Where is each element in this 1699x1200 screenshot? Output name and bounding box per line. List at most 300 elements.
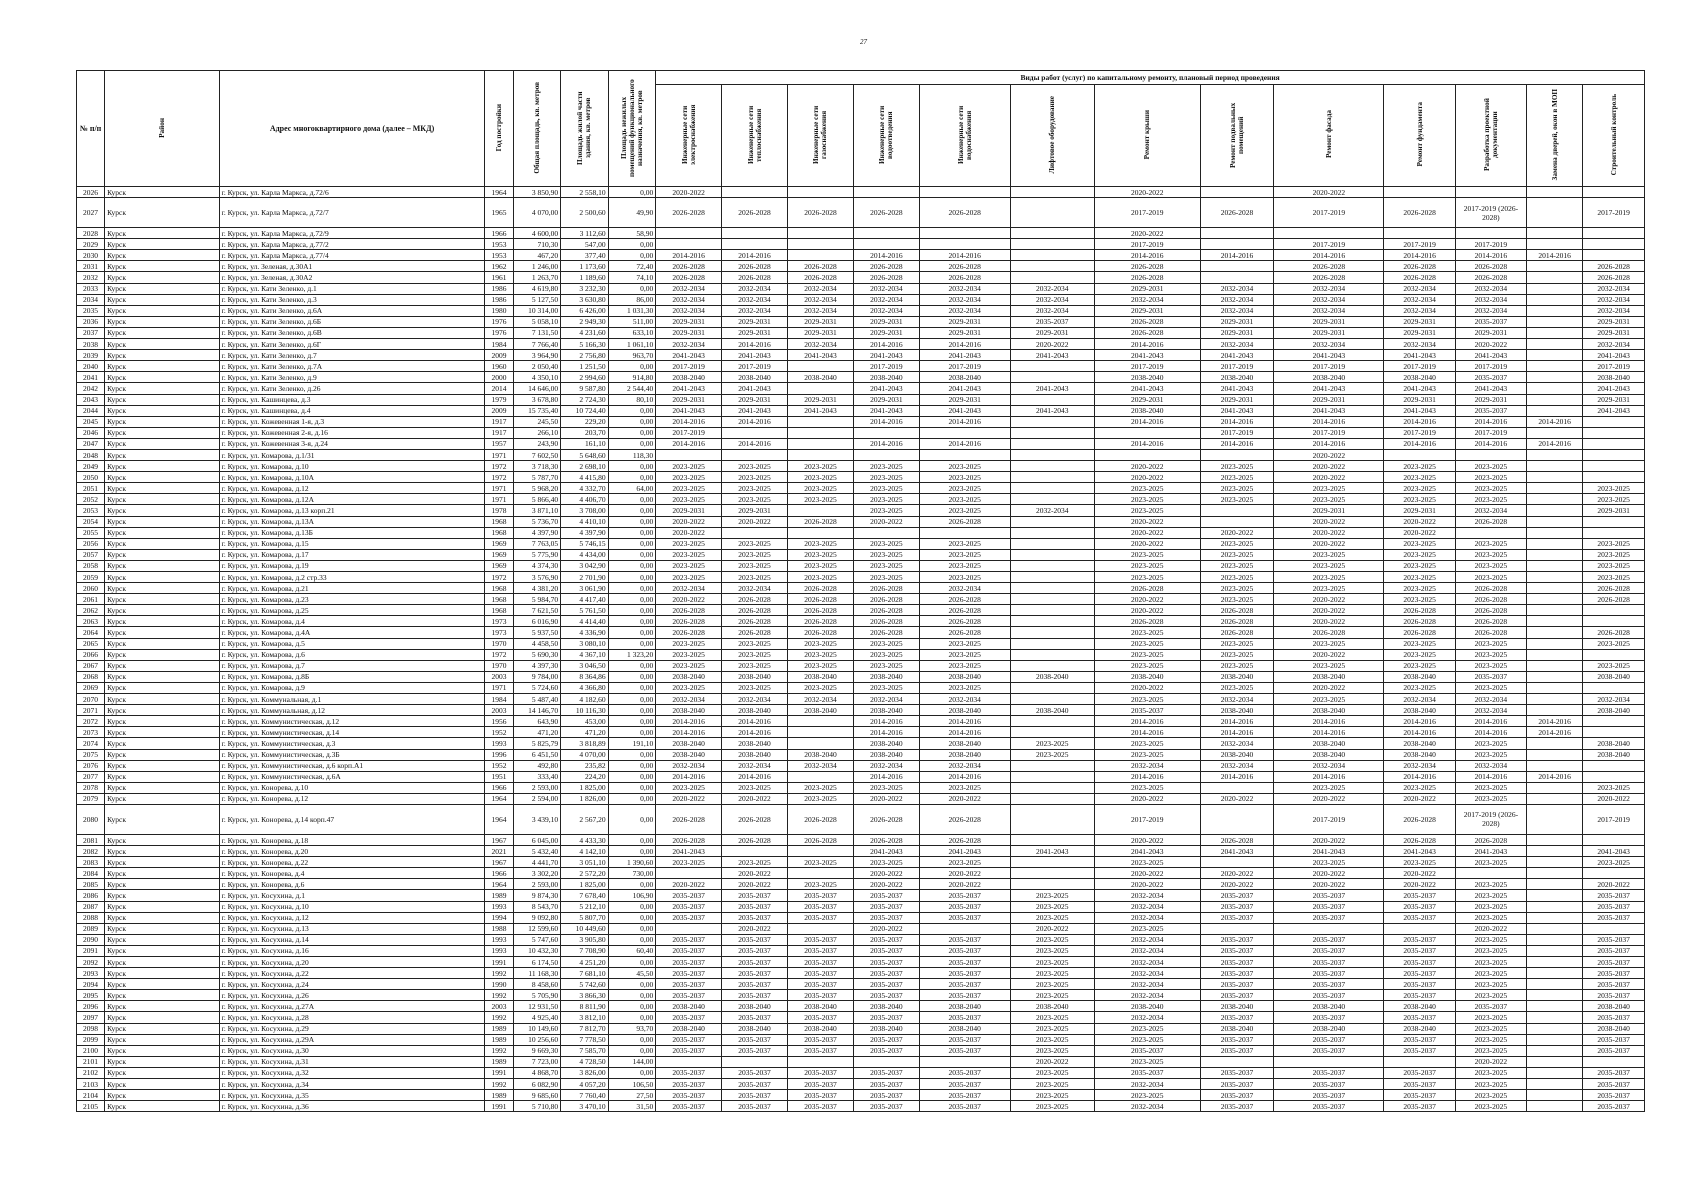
cell-work-heat: 2035-2037 [722,945,788,956]
cell-living-area: 4 057,20 [561,1079,609,1090]
cell-address: г. Курск, ул. Косухина, д.24 [219,979,485,990]
cell-nonliving-area: 80,10 [608,394,656,405]
cell-nonliving-area: 72,40 [608,261,656,272]
cell-work-heat: 2020-2022 [722,879,788,890]
cell-district: Курск [105,804,220,834]
cell-work-elevator [1010,560,1094,571]
cell-work-roof: 2014-2016 [1094,416,1200,427]
cell-work-gas: 2026-2028 [788,627,854,638]
cell-work-doors-windows [1527,782,1583,793]
cell-work-water: 2038-2040 [919,705,1010,716]
cell-work-gas: 2038-2040 [788,671,854,682]
cell-work-heat: 2026-2028 [722,272,788,283]
cell-work-design-docs: 2026-2028 [1455,627,1526,638]
cell-district: Курск [105,572,220,583]
cell-nonliving-area: 0,00 [608,912,656,923]
cell-district: Курск [105,705,220,716]
cell-address: г. Курск, ул. Коммунистическая, д.14 [219,727,485,738]
cell-work-foundation: 2023-2025 [1384,638,1455,649]
cell-work-elevator [1010,527,1094,538]
cell-work-electric: 2041-2043 [656,350,722,361]
cell-year: 1966 [485,868,513,879]
cell-work-doors-windows: 2014-2016 [1527,416,1583,427]
cell-work-facade: 2020-2022 [1274,868,1384,879]
cell-year: 1952 [485,760,513,771]
cell-address: г. Курск, ул. Косухина, д.29 [219,1023,485,1034]
cell-living-area: 3 232,30 [561,283,609,294]
cell-work-foundation: 2023-2025 [1384,660,1455,671]
cell-work-doors-windows [1527,394,1583,405]
cell-work-gas: 2035-2037 [788,979,854,990]
cell-district: Курск [105,901,220,912]
cell-work-gas [788,727,854,738]
cell-work-heat: 2023-2025 [722,549,788,560]
cell-work-gas: 2035-2037 [788,1090,854,1101]
table-row [77,250,1645,261]
cell-work-water: 2023-2025 [919,538,1010,549]
cell-work-drainage: 2026-2028 [853,583,919,594]
cell-work-heat: 2014-2016 [722,716,788,727]
table-row [77,472,1645,483]
cell-address: г. Курск, ул. Кати Зеленко, д.26 [219,383,485,394]
cell-work-roof: 2032-2034 [1094,968,1200,979]
cell-year: 1967 [485,834,513,845]
cell-nonliving-area: 0,00 [608,239,656,250]
cell-work-roof: 2026-2028 [1094,616,1200,627]
cell-nonliving-area: 0,00 [608,671,656,682]
cell-nonliving-area: 511,00 [608,316,656,327]
cell-work-elevator: 2023-2025 [1010,979,1094,990]
cell-work-heat: 2032-2034 [722,294,788,305]
cell-row-number: 2082 [77,846,105,857]
cell-work-electric: 2035-2037 [656,890,722,901]
cell-row-number: 2090 [77,934,105,945]
cell-address: г. Курск, ул. Коммунистическая, д.3Б [219,749,485,760]
table-row [77,868,1645,879]
cell-work-doors-windows [1527,272,1583,283]
cell-living-area: 1 189,60 [561,272,609,283]
cell-work-drainage: 2014-2016 [853,727,919,738]
table-row [77,771,1645,782]
cell-total-area: 6 082,90 [513,1079,561,1090]
cell-work-foundation: 2020-2022 [1384,879,1455,890]
cell-work-water: 2023-2025 [919,649,1010,660]
cell-address: г. Курск, ул. Коммунальная, д.12 [219,705,485,716]
cell-nonliving-area: 0,00 [608,694,656,705]
cell-nonliving-area: 0,00 [608,516,656,527]
cell-work-doors-windows [1527,694,1583,705]
cell-nonliving-area: 914,80 [608,372,656,383]
cell-row-number: 2070 [77,694,105,705]
cell-work-elevator [1010,638,1094,649]
cell-work-heat: 2035-2037 [722,1079,788,1090]
cell-work-foundation: 2035-2037 [1384,968,1455,979]
cell-row-number: 2077 [77,771,105,782]
cell-year: 1972 [485,461,513,472]
cell-work-basement: 2014-2016 [1200,250,1273,261]
cell-work-gas [788,383,854,394]
cell-work-electric: 2014-2016 [656,250,722,261]
cell-nonliving-area: 0,00 [608,793,656,804]
cell-work-foundation: 2023-2025 [1384,594,1455,605]
cell-work-water: 2023-2025 [919,505,1010,516]
cell-nonliving-area: 0,00 [608,1034,656,1045]
cell-year: 1969 [485,549,513,560]
cell-work-water: 2041-2043 [919,383,1010,394]
cell-work-heat: 2026-2028 [722,261,788,272]
cell-row-number: 2072 [77,716,105,727]
cell-work-construction-control [1583,250,1645,261]
cell-total-area: 4 381,20 [513,583,561,594]
cell-work-basement: 2029-2031 [1200,316,1273,327]
cell-work-roof: 2026-2028 [1094,583,1200,594]
cell-work-gas: 2026-2028 [788,804,854,834]
table-row [77,749,1645,760]
cell-work-electric: 2038-2040 [656,749,722,760]
cell-work-construction-control: 2035-2037 [1583,1067,1645,1078]
cell-work-elevator: 2041-2043 [1010,846,1094,857]
cell-work-basement: 2023-2025 [1200,461,1273,472]
cell-work-foundation: 2041-2043 [1384,383,1455,394]
cell-work-heat: 2023-2025 [722,472,788,483]
cell-work-foundation: 2029-2031 [1384,394,1455,405]
cell-work-basement: 2017-2019 [1200,361,1273,372]
cell-work-basement: 2023-2025 [1200,549,1273,560]
cell-district: Курск [105,405,220,416]
cell-living-area: 547,00 [561,239,609,250]
cell-year: 2021 [485,846,513,857]
cell-work-heat: 2014-2016 [722,416,788,427]
cell-row-number: 2096 [77,1001,105,1012]
cell-work-drainage: 2032-2034 [853,283,919,294]
cell-work-gas: 2035-2037 [788,1012,854,1023]
cell-work-water: 2026-2028 [919,516,1010,527]
cell-work-heat: 2032-2034 [722,305,788,316]
table-row [77,782,1645,793]
header-district: Район [105,71,220,187]
table-row [77,671,1645,682]
table-row [77,316,1645,327]
cell-work-roof: 2020-2022 [1094,461,1200,472]
cell-work-drainage: 2023-2025 [853,649,919,660]
cell-work-heat: 2026-2028 [722,804,788,834]
cell-nonliving-area: 0,00 [608,438,656,449]
cell-total-area: 3 678,80 [513,394,561,405]
cell-work-drainage: 2026-2028 [853,261,919,272]
cell-work-gas: 2038-2040 [788,749,854,760]
header-no: № п/п [77,71,105,187]
cell-work-doors-windows [1527,1045,1583,1056]
cell-district: Курск [105,316,220,327]
cell-work-electric: 2023-2025 [656,483,722,494]
cell-total-area: 5 937,50 [513,627,561,638]
cell-work-construction-control: 2032-2034 [1583,294,1645,305]
cell-living-area: 1 826,00 [561,793,609,804]
cell-work-doors-windows [1527,846,1583,857]
cell-work-gas: 2035-2037 [788,901,854,912]
cell-work-design-docs: 2023-2025 [1455,749,1526,760]
cell-work-elevator [1010,494,1094,505]
cell-year: 1970 [485,660,513,671]
table-row [77,294,1645,305]
cell-work-electric: 2035-2037 [656,912,722,923]
cell-work-facade: 2035-2037 [1274,979,1384,990]
table-row [77,879,1645,890]
cell-work-elevator: 2023-2025 [1010,1079,1094,1090]
cell-address: г. Курск, ул. Косухина, д.29А [219,1034,485,1045]
cell-district: Курск [105,1045,220,1056]
cell-work-elevator: 2023-2025 [1010,1067,1094,1078]
cell-work-drainage: 2014-2016 [853,416,919,427]
cell-work-roof: 2023-2025 [1094,749,1200,760]
cell-row-number: 2041 [77,372,105,383]
cell-work-facade: 2020-2022 [1274,616,1384,627]
cell-work-gas: 2035-2037 [788,1034,854,1045]
cell-work-drainage: 2038-2040 [853,671,919,682]
cell-work-water: 2035-2037 [919,1045,1010,1056]
cell-work-elevator [1010,427,1094,438]
cell-work-electric: 2032-2034 [656,283,722,294]
cell-work-roof: 2035-2037 [1094,1045,1200,1056]
cell-work-gas: 2035-2037 [788,990,854,1001]
cell-work-doors-windows [1527,945,1583,956]
cell-work-roof: 2023-2025 [1094,549,1200,560]
cell-work-elevator: 2038-2040 [1010,1001,1094,1012]
cell-work-facade: 2032-2034 [1274,294,1384,305]
cell-work-doors-windows [1527,638,1583,649]
cell-work-construction-control: 2026-2028 [1583,627,1645,638]
cell-work-gas [788,505,854,516]
cell-work-foundation [1384,449,1455,460]
cell-address: г. Курск, ул. Кожевенная 3-я, д.24 [219,438,485,449]
cell-work-electric: 2035-2037 [656,901,722,912]
cell-work-water: 2038-2040 [919,738,1010,749]
cell-work-drainage: 2014-2016 [853,716,919,727]
cell-work-gas: 2032-2034 [788,283,854,294]
cell-work-heat: 2023-2025 [722,857,788,868]
table-row [77,1067,1645,1078]
cell-work-elevator: 2023-2025 [1010,890,1094,901]
cell-work-roof: 2020-2022 [1094,594,1200,605]
cell-work-foundation: 2023-2025 [1384,494,1455,505]
cell-work-electric: 2023-2025 [656,857,722,868]
cell-work-gas [788,250,854,261]
cell-work-heat: 2032-2034 [722,283,788,294]
cell-work-elevator [1010,549,1094,560]
cell-work-electric: 2014-2016 [656,771,722,782]
cell-total-area: 5 736,70 [513,516,561,527]
cell-work-elevator: 2023-2025 [1010,957,1094,968]
cell-work-basement: 2041-2043 [1200,846,1273,857]
cell-work-electric: 2035-2037 [656,990,722,1001]
cell-work-foundation: 2035-2037 [1384,901,1455,912]
cell-row-number: 2085 [77,879,105,890]
cell-work-design-docs: 2017-2019 [1455,361,1526,372]
cell-work-foundation [1384,228,1455,239]
cell-district: Курск [105,516,220,527]
cell-work-construction-control: 2032-2034 [1583,339,1645,350]
cell-work-basement: 2020-2022 [1200,527,1273,538]
cell-work-foundation: 2026-2028 [1384,804,1455,834]
cell-work-water: 2014-2016 [919,771,1010,782]
cell-work-water: 2014-2016 [919,250,1010,261]
cell-work-electric: 2035-2037 [656,1067,722,1078]
cell-work-elevator: 2032-2034 [1010,283,1094,294]
cell-row-number: 2044 [77,405,105,416]
cell-row-number: 2093 [77,968,105,979]
cell-address: г. Курск, ул. Кати Зеленко, д.7А [219,361,485,372]
cell-living-area: 3 708,00 [561,505,609,516]
cell-work-drainage: 2035-2037 [853,1079,919,1090]
cell-living-area: 7 681,10 [561,968,609,979]
cell-work-facade: 2035-2037 [1274,934,1384,945]
cell-nonliving-area: 0,00 [608,605,656,616]
cell-work-gas [788,438,854,449]
cell-work-facade [1274,228,1384,239]
cell-work-foundation: 2035-2037 [1384,1045,1455,1056]
cell-total-area: 9 874,30 [513,890,561,901]
cell-work-doors-windows [1527,1101,1583,1112]
cell-work-construction-control: 2035-2037 [1583,1079,1645,1090]
cell-work-facade: 2014-2016 [1274,727,1384,738]
cell-work-heat: 2035-2037 [722,901,788,912]
cell-work-design-docs: 2017-2019 (2026-2028) [1455,804,1526,834]
cell-work-doors-windows [1527,449,1583,460]
cell-work-heat: 2035-2037 [722,1101,788,1112]
cell-district: Курск [105,990,220,1001]
cell-work-elevator: 2023-2025 [1010,990,1094,1001]
cell-row-number: 2034 [77,294,105,305]
cell-year: 1968 [485,583,513,594]
cell-work-roof: 2038-2040 [1094,671,1200,682]
cell-district: Курск [105,682,220,693]
cell-work-doors-windows [1527,901,1583,912]
cell-work-basement: 2035-2037 [1200,968,1273,979]
cell-living-area: 8 811,90 [561,1001,609,1012]
cell-nonliving-area: 0,00 [608,727,656,738]
cell-living-area: 5 746,15 [561,538,609,549]
cell-work-water: 2035-2037 [919,1067,1010,1078]
cell-work-roof: 2041-2043 [1094,383,1200,394]
cell-work-doors-windows [1527,361,1583,372]
cell-year: 1996 [485,749,513,760]
cell-living-area: 4 070,00 [561,749,609,760]
cell-work-drainage: 2026-2028 [853,834,919,845]
cell-work-construction-control [1583,716,1645,727]
cell-address: г. Курск, ул. Кожевенная 2-я, д.16 [219,427,485,438]
cell-work-heat: 2026-2028 [722,594,788,605]
cell-work-electric: 2020-2022 [656,516,722,527]
cell-work-facade: 2014-2016 [1274,438,1384,449]
cell-work-design-docs: 2032-2034 [1455,283,1526,294]
cell-nonliving-area: 0,00 [608,934,656,945]
cell-work-drainage: 2041-2043 [853,405,919,416]
cell-nonliving-area: 0,00 [608,505,656,516]
cell-work-facade: 2035-2037 [1274,990,1384,1001]
cell-work-electric: 2032-2034 [656,305,722,316]
cell-nonliving-area: 1 323,20 [608,649,656,660]
cell-living-area: 4 332,70 [561,483,609,494]
cell-work-doors-windows [1527,594,1583,605]
cell-work-electric: 2020-2022 [656,187,722,198]
cell-work-design-docs: 2020-2022 [1455,923,1526,934]
table-row [77,957,1645,968]
cell-address: г. Курск, ул. Косухина, д.1 [219,890,485,901]
cell-work-basement: 2035-2037 [1200,1067,1273,1078]
cell-work-water: 2038-2040 [919,372,1010,383]
cell-work-basement: 2038-2040 [1200,705,1273,716]
cell-year: 1972 [485,649,513,660]
cell-work-drainage: 2026-2028 [853,627,919,638]
cell-work-basement: 2032-2034 [1200,305,1273,316]
cell-work-water: 2032-2034 [919,294,1010,305]
cell-nonliving-area: 1 061,10 [608,339,656,350]
cell-address: г. Курск, ул. Карла Маркса, д.72/6 [219,187,485,198]
cell-work-foundation: 2035-2037 [1384,979,1455,990]
cell-work-facade: 2035-2037 [1274,1101,1384,1112]
cell-work-water: 2023-2025 [919,549,1010,560]
cell-work-roof: 2020-2022 [1094,527,1200,538]
cell-work-water: 2029-2031 [919,327,1010,338]
cell-year: 1990 [485,979,513,990]
cell-work-design-docs: 2026-2028 [1455,834,1526,845]
cell-work-elevator [1010,879,1094,890]
cell-work-basement: 2023-2025 [1200,472,1273,483]
cell-total-area: 9 092,80 [513,912,561,923]
cell-nonliving-area: 730,00 [608,868,656,879]
cell-row-number: 2050 [77,472,105,483]
cell-year: 1992 [485,968,513,979]
cell-address: г. Курск, ул. Коммунистическая, д.6А [219,771,485,782]
cell-district: Курск [105,1090,220,1101]
cell-total-area: 3 871,10 [513,505,561,516]
cell-work-foundation: 2026-2028 [1384,627,1455,638]
cell-nonliving-area: 118,30 [608,449,656,460]
cell-work-doors-windows [1527,1001,1583,1012]
cell-total-area: 4 397,90 [513,527,561,538]
table-row [77,516,1645,527]
cell-work-drainage: 2038-2040 [853,705,919,716]
cell-total-area: 5 724,60 [513,682,561,693]
cell-work-facade: 2038-2040 [1274,749,1384,760]
cell-work-facade [1274,923,1384,934]
table-row [77,934,1645,945]
cell-address: г. Курск, ул. Косухина, д.13 [219,923,485,934]
cell-work-gas: 2032-2034 [788,760,854,771]
cell-work-doors-windows [1527,405,1583,416]
cell-work-electric: 2041-2043 [656,383,722,394]
cell-work-gas: 2023-2025 [788,782,854,793]
cell-work-elevator [1010,605,1094,616]
cell-work-basement: 2023-2025 [1200,560,1273,571]
cell-nonliving-area: 58,90 [608,228,656,239]
cell-work-water: 2035-2037 [919,968,1010,979]
cell-work-design-docs: 2023-2025 [1455,1023,1526,1034]
cell-work-electric: 2026-2028 [656,627,722,638]
cell-year: 1971 [485,494,513,505]
cell-work-facade: 2023-2025 [1274,660,1384,671]
cell-district: Курск [105,327,220,338]
table-row [77,682,1645,693]
cell-work-electric: 2035-2037 [656,1090,722,1101]
cell-address: г. Курск, ул. Косухина, д.20 [219,957,485,968]
cell-address: г. Курск, ул. Конорева, д.22 [219,857,485,868]
cell-living-area: 3 630,80 [561,294,609,305]
cell-address: г. Курск, ул. Комарова, д.23 [219,594,485,605]
cell-work-foundation: 2038-2040 [1384,1001,1455,1012]
cell-work-facade: 2020-2022 [1274,187,1384,198]
cell-work-doors-windows [1527,538,1583,549]
